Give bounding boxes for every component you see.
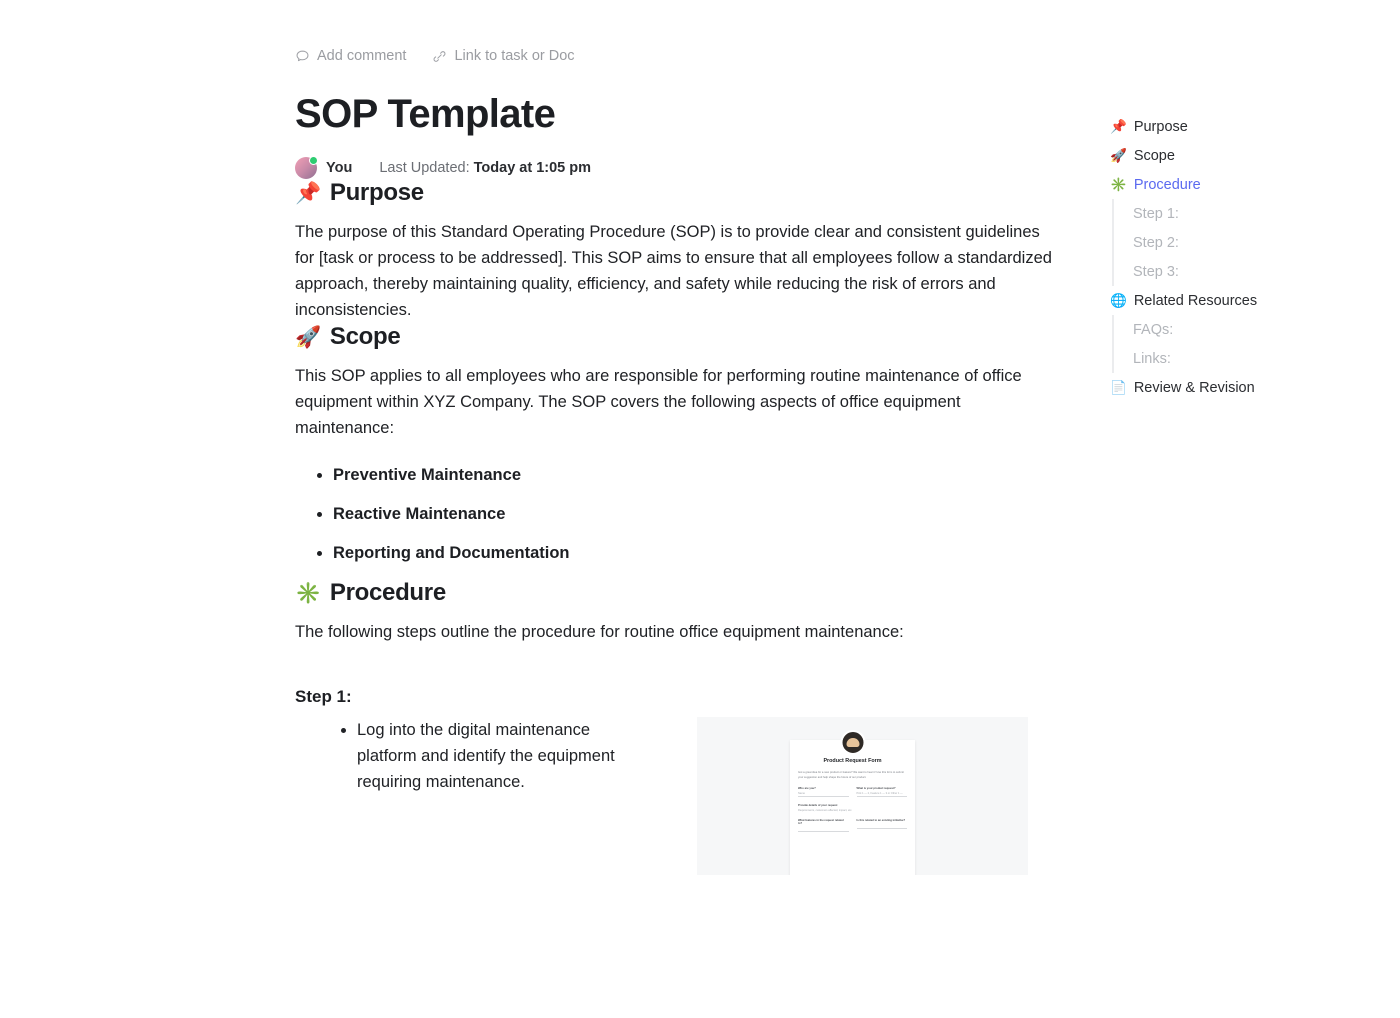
form-field-initiative [857, 819, 908, 832]
form-field-related-features-input [798, 827, 849, 832]
section-heading-procedure [295, 579, 1085, 607]
comment-icon [295, 49, 310, 64]
form-field-initiative-input [857, 824, 908, 829]
eight-spoked-asterisk-icon: ✳️ [1110, 176, 1127, 192]
outline-item-scope[interactable] [1110, 141, 1340, 170]
list-item: • Log into the digital maintenance platform and identify the equipment requiring maintenance. [357, 717, 625, 795]
outline-item-label: Scope [1133, 147, 1175, 164]
form-field-related-features-label: What features in the request related to? [798, 819, 844, 826]
outline-item-purpose[interactable] [1110, 112, 1340, 141]
document-outline [1110, 112, 1340, 402]
form-field-details-value: Requirements, customers affected, impact, etc. [798, 809, 853, 813]
form-field-request [857, 787, 908, 797]
page-icon: 📄 [1110, 379, 1127, 395]
page-title: SOP Template [295, 92, 556, 136]
outline-item-step-3[interactable] [1112, 257, 1340, 286]
form-preview-title: Product Request Form [823, 758, 882, 765]
section-title-purpose: Purpose [329, 179, 424, 206]
list-item: • Reporting and Documentation [333, 541, 1085, 567]
last-updated-label: Last Updated: [379, 160, 470, 176]
outline-item-label: Links: [1133, 350, 1171, 367]
step-1-row [295, 717, 1085, 875]
form-field-who-label: Who are you? [798, 787, 816, 791]
outline-item-review-revision[interactable] [1110, 373, 1340, 402]
section-body-procedure: The following steps outline the procedure for routine office equipment maintenance: [295, 623, 904, 642]
pushpin-icon: 📌 [1110, 118, 1127, 134]
form-field-details [798, 804, 907, 812]
form-preview-row-1 [798, 787, 907, 797]
list-item: • Reactive Maintenance [333, 502, 1085, 528]
section-title-procedure: Procedure [329, 579, 446, 607]
form-field-related-features [798, 819, 849, 832]
section-body-scope: This SOP applies to all employees who are responsible for performing routine maintenance of office equipment within XYZ Company. The SOP covers the following aspects of office equipment maintenance: [295, 367, 1022, 438]
link-to-task-label: Link to task or Doc [454, 48, 575, 64]
outline-item-label: Purpose [1133, 118, 1188, 135]
outline-item-label: Procedure [1133, 176, 1201, 193]
form-preview-intro: Got a great idea for a new product or feature? We want to hear it! Use this form to submit your suggestion and help shape the future of our product. [798, 771, 904, 780]
outline-item-label: Step 2: [1133, 234, 1179, 251]
outline-item-label: FAQs: [1133, 321, 1174, 338]
outline-item-label: Related Resources [1133, 292, 1258, 309]
form-field-request-label: What is your product request? [856, 787, 896, 791]
form-field-who [798, 787, 849, 797]
last-updated [379, 160, 591, 176]
form-preview-embed[interactable] [697, 717, 1028, 875]
outline-item-procedure[interactable] [1110, 170, 1340, 199]
document-meta [295, 157, 1085, 179]
globe-icon: 🌐 [1110, 292, 1127, 308]
last-updated-value: Today at 1:05 pm [473, 160, 592, 176]
step-1-heading: Step 1: [295, 687, 352, 707]
form-field-initiative-label: Is this related to an existing initiative? [856, 819, 906, 823]
outline-item-label: Step 3: [1133, 263, 1179, 280]
add-comment-button[interactable] [295, 48, 406, 64]
outline-item-label: Step 1: [1133, 205, 1179, 222]
pushpin-icon: 📌 [295, 181, 321, 205]
outline-item-links[interactable] [1112, 344, 1340, 373]
rocket-icon: 🚀 [1110, 147, 1127, 163]
document-body [295, 0, 1085, 875]
section-title-scope: Scope [329, 323, 401, 351]
scope-bullet-list [295, 463, 1085, 566]
section-body-purpose: The purpose of this Standard Operating Procedure (SOP) is to provide clear and consistent guidelines for [task or process to be addressed]. This SOP aims to ensure that all employees follow a standardized approach, thereby maintaining quality, efficiency, and safety while reducing the risk of errors and inconsistencies. [295, 223, 1052, 320]
outline-item-faqs[interactable] [1112, 315, 1340, 344]
link-to-task-button[interactable] [432, 48, 574, 64]
author-name: You [326, 160, 353, 176]
list-item: • Preventive Maintenance [333, 463, 1085, 489]
document-toolbar [295, 0, 1085, 68]
form-field-request-value: Pick 1 — 2, Feature 1 — 3 or Other 1 — [857, 792, 908, 797]
outline-item-step-1[interactable] [1112, 199, 1340, 228]
avatar[interactable] [295, 157, 317, 179]
form-avatar [840, 730, 865, 755]
outline-item-related-resources[interactable] [1110, 286, 1340, 315]
step-1-text [295, 717, 625, 795]
eight-spoked-asterisk-icon: ✳️ [295, 581, 321, 605]
rocket-icon: 🚀 [295, 325, 321, 349]
outline-item-label: Review & Revision [1133, 379, 1255, 396]
form-field-details-label: Provide details of your request [798, 804, 838, 808]
form-preview-row-2 [798, 819, 907, 832]
section-heading-scope [295, 323, 1085, 351]
form-preview-card [790, 740, 915, 875]
section-heading-purpose [295, 179, 1085, 207]
form-field-who-value: Name [798, 792, 849, 797]
add-comment-label: Add comment [317, 48, 407, 64]
link-icon [432, 49, 447, 64]
outline-item-step-2[interactable] [1112, 228, 1340, 257]
